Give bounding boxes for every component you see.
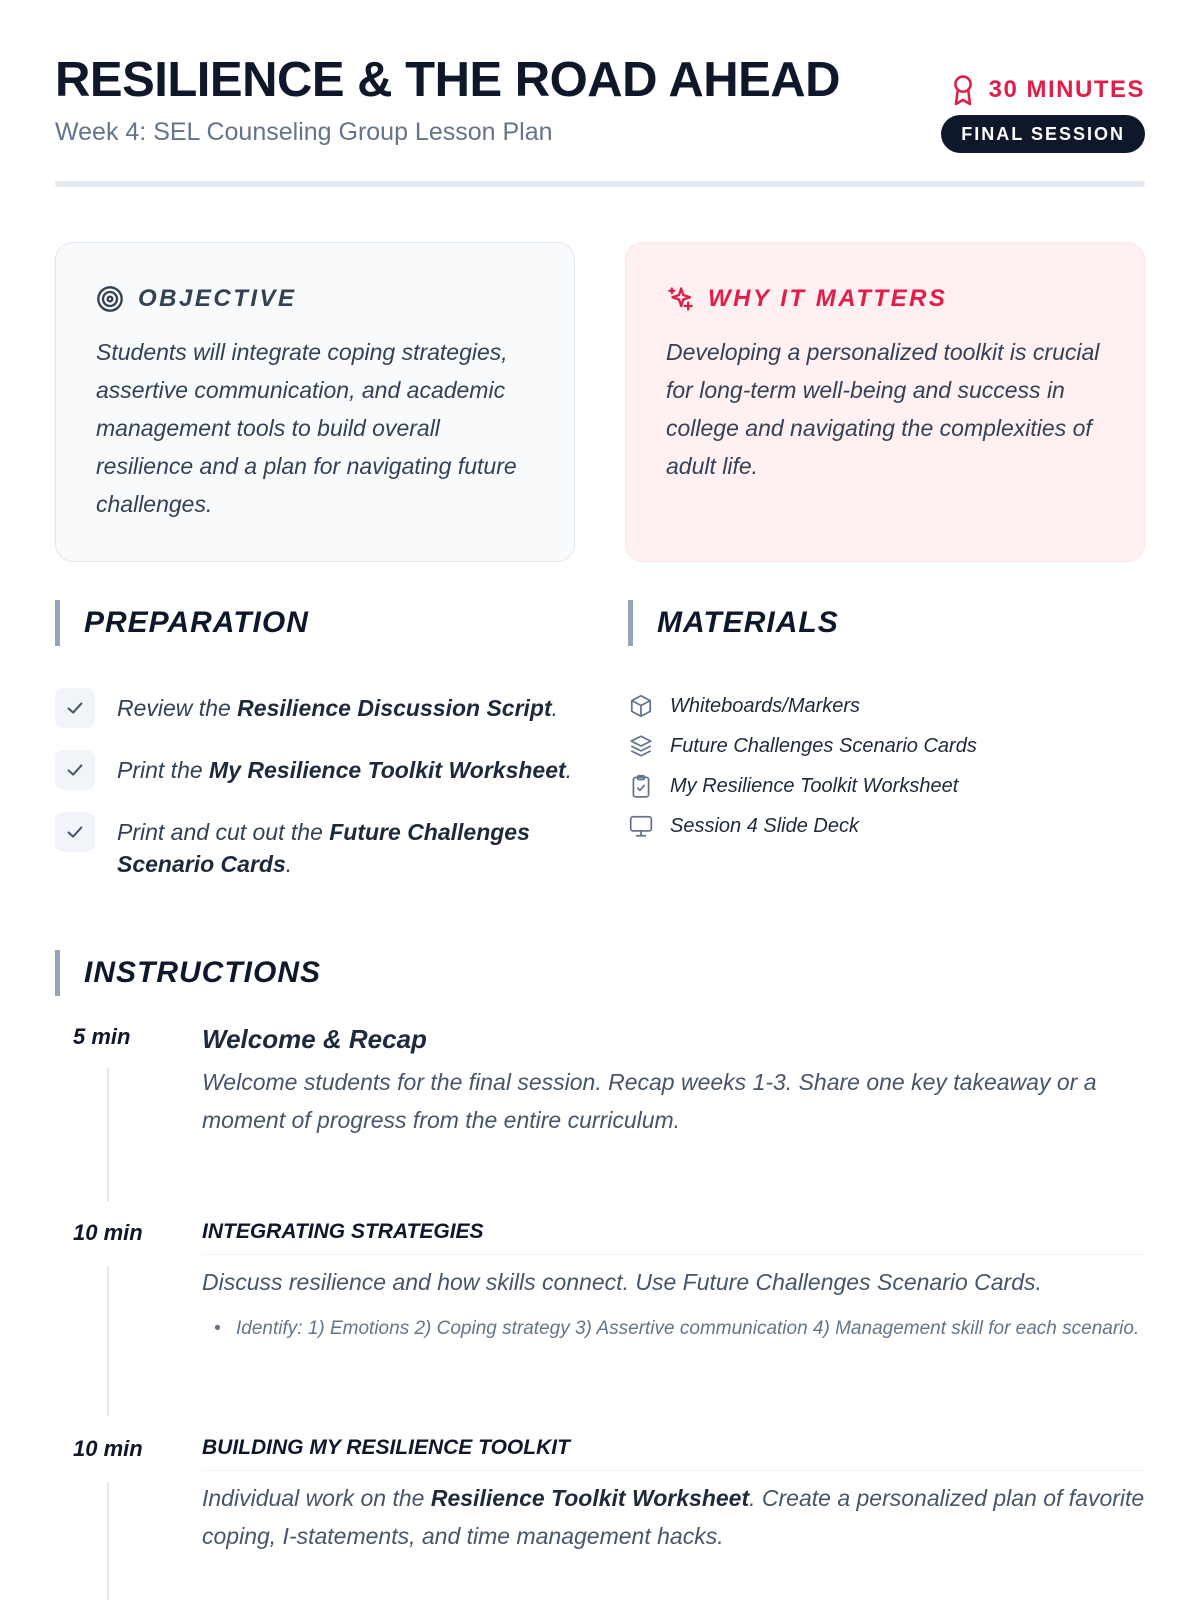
why-card — [625, 242, 1145, 562]
step-body — [202, 1220, 1145, 1436]
step-body — [202, 1020, 1145, 1220]
material-item — [628, 726, 1148, 766]
why-heading-text: WHY IT MATTERS — [708, 285, 948, 312]
material-label: Future Challenges Scenario Cards — [670, 734, 977, 757]
check-icon — [64, 759, 86, 781]
objective-heading — [96, 285, 534, 313]
preparation-item — [55, 688, 575, 728]
instructions-heading: INSTRUCTIONS — [55, 950, 321, 996]
step-duration: 10 min — [73, 1436, 143, 1461]
instruction-step — [55, 1220, 1145, 1436]
instruction-step — [55, 1436, 1145, 1600]
page-subtitle: Week 4: SEL Counseling Group Lesson Plan — [55, 118, 553, 146]
preparation-heading: PREPARATION — [55, 600, 309, 646]
duration-label — [949, 73, 1145, 107]
step-title: Welcome & Recap — [202, 1024, 427, 1054]
materials-heading: MATERIALS — [628, 600, 839, 646]
objective-card — [55, 242, 575, 562]
step-bullet: • Identify: 1) Emotions 2) Coping strategy 3) Assertive communication 4) Management skill for each scenario. — [202, 1315, 1145, 1342]
preparation-list — [55, 688, 575, 902]
material-label: Whiteboards/Markers — [670, 694, 861, 717]
preparation-text: Print the My Resilience Toolkit Worksheet. — [117, 757, 573, 783]
why-heading — [666, 285, 1104, 313]
monitor-icon — [628, 813, 654, 839]
session-badge: FINAL SESSION — [941, 115, 1145, 153]
timeline-line — [107, 1068, 109, 1202]
instructions-timeline — [55, 1020, 1145, 1600]
step-description: Discuss resilience and how skills connect. Use Future Challenges Scenario Cards. — [202, 1269, 1042, 1295]
step-title: INTEGRATING STRATEGIES — [202, 1220, 1145, 1255]
materials-list — [628, 686, 1148, 846]
material-label: Session 4 Slide Deck — [670, 814, 859, 837]
page-title: RESILIENCE & THE ROAD AHEAD — [55, 53, 841, 107]
step-description: Welcome students for the final session. Recap weeks 1-3. Share one key takeaway or a moment of progress from the entire curriculum. — [202, 1069, 1097, 1133]
objective-text: Students will integrate coping strategies, assertive communication, and academic management tools to build overall resilience and a plan for navigating future challenges. — [96, 339, 517, 517]
preparation-item — [55, 812, 575, 880]
step-duration: 10 min — [73, 1220, 143, 1245]
material-label: My Resilience Toolkit Worksheet — [670, 774, 959, 797]
target-icon — [96, 285, 124, 313]
bullet-dot: • — [214, 1318, 221, 1339]
checkbox[interactable] — [55, 688, 95, 728]
check-icon — [64, 821, 86, 843]
check-icon — [64, 697, 86, 719]
why-text: Developing a personalized toolkit is crucial for long-term well-being and success in college and navigating the complexities of adult life. — [666, 339, 1100, 479]
checkbox[interactable] — [55, 750, 95, 790]
box-icon — [628, 693, 654, 719]
page-header — [55, 0, 1145, 190]
header-divider — [55, 181, 1145, 187]
sparkles-icon — [666, 285, 694, 313]
layers-icon — [628, 733, 654, 759]
summary-cards — [55, 242, 1145, 562]
preparation-text: Print and cut out the Future Challenges Scenario Cards. — [117, 819, 530, 877]
clipboard-check-icon — [628, 773, 654, 799]
preparation-text: Review the Resilience Discussion Script. — [117, 695, 559, 721]
step-title: BUILDING MY RESILIENCE TOOLKIT — [202, 1436, 1145, 1471]
objective-heading-text: OBJECTIVE — [138, 285, 297, 312]
award-icon — [949, 73, 977, 107]
checkbox[interactable] — [55, 812, 95, 852]
timeline-line — [107, 1482, 109, 1600]
material-item — [628, 806, 1148, 846]
step-description: Individual work on the Resilience Toolkit Worksheet. Create a personalized plan of favorite coping, I-statements, and time management hacks. — [202, 1485, 1145, 1549]
timeline-line — [107, 1266, 109, 1416]
step-body — [202, 1436, 1145, 1600]
preparation-item — [55, 750, 575, 790]
step-duration: 5 min — [73, 1024, 131, 1049]
material-item — [628, 766, 1148, 806]
material-item — [628, 686, 1148, 726]
duration-text: 30 MINUTES — [988, 76, 1145, 103]
instruction-step — [55, 1020, 1145, 1220]
